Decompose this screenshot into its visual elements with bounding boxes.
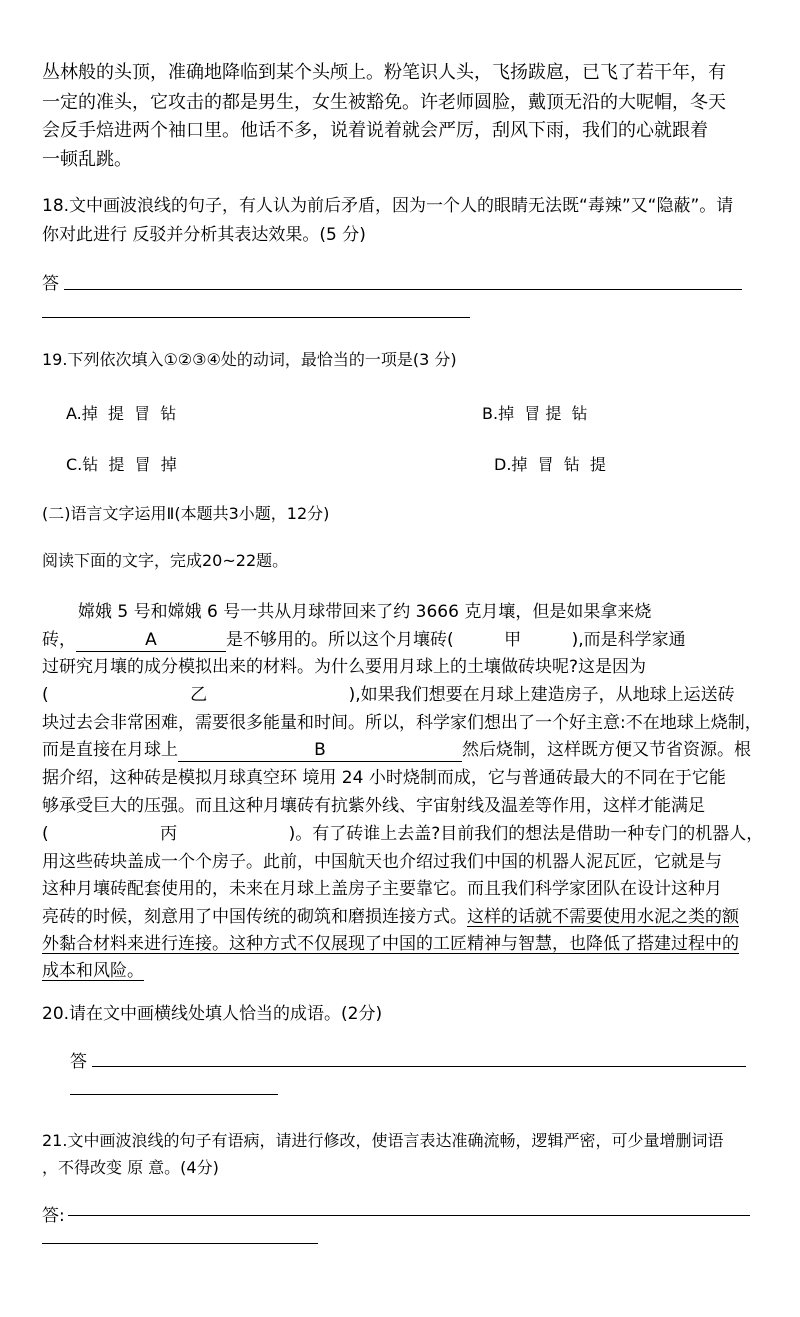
q20-answer-line[interactable] [70,1094,278,1095]
passage-text: 砖， [42,630,76,650]
passage-text: )。有了砖谁上去盖?目前我们的想法是借助一种专门的机器人， [288,824,764,844]
passage-text: ( [42,824,49,844]
q19-option-b[interactable]: B.掉 冒 提 钻 [482,404,588,423]
q21-answer-line[interactable] [68,1215,750,1216]
intro-line: 会反手焙进两个袖口里。他话不多，说着说着就会严厉，刮风下雨，我们的心就跟着 [42,120,708,141]
q18-stem: 18.文中画波浪线的句子，有人认为前后矛盾，因为一个人的眼睛无法既“毒辣”又“隐蔽”。请 [42,196,734,216]
blank-bing[interactable]: 丙 [160,824,178,844]
blank-b[interactable]: B [178,739,462,762]
passage-text: 而是直接在月球上 [42,740,178,760]
passage-line [42,735,751,762]
intro-line: 一顿乱跳。 [42,149,132,170]
q20-answer-line[interactable] [92,1066,746,1067]
passage-line [42,680,735,705]
passage-line: 块过去会非常困难，需要很多能量和时间。所以，科学家们想出了一个好主意:不在地球上烧制， [42,713,762,733]
section-instruction: 阅读下面的文字，完成20~22题。 [42,551,289,570]
passage-line: 这种月壤砖配套使用的，未来在月球上盖房子主要靠它。而且我们科学家团队在设计这种月 [42,879,722,899]
q20-stem: 20.请在文中画横线处填人恰当的成语。(2分) [42,1004,383,1024]
passage-line [42,625,686,652]
q18-answer-line[interactable] [64,289,742,290]
passage-line [42,819,763,844]
q18-stem: 你对此进行 反驳并分析其表达效果。(5 分) [42,225,366,245]
passage-text: 是不够用的。所以这个月壤砖( [226,630,454,650]
intro-line: 一定的准头，它攻击的都是男生，女生被豁免。许老师圆脸，戴顶无沿的大呢帽，冬天 [42,92,726,113]
underlined-sentence: 外黏合材料来进行连接。这种方式不仅展现了中国的工匠精神与智慧，也降低了搭建过程中的 [42,934,739,954]
passage-line: 够承受巨大的压强。而且这种月壤砖有抗紫外线、宇宙射线及温差等作用，这样才能满足 [42,796,705,816]
blank-a[interactable]: A [76,629,226,652]
blank-yi[interactable]: 乙 [190,685,208,705]
q19-option-a[interactable]: A.掉 提 冒 钻 [66,404,177,423]
passage-text: ( [42,685,49,705]
passage-text: 亮砖的时候，刻意用了中国传统的砌筑和磨损连接方式。 [42,907,467,927]
underlined-sentence: 成本和风险。 [42,961,144,981]
underlined-sentence: 这样的话就不需要使用水泥之类的额 [467,907,739,927]
passage-text: 然后烧制，这样既方便又节省资源。根 [462,740,751,760]
q21-stem: 21.文中画波浪线的句子有语病，请进行修改，使语言表达准确流畅，逻辑严密，可少量增删词语 [42,1131,724,1150]
q18-answer-label: 答 [42,274,59,294]
q19-option-c[interactable]: C.钻 提 冒 掉 [66,455,177,474]
passage-line: 嫦娥 5 号和嫦娥 6 号一共从月球带回来了约 3666 克月壤，但是如果拿来烧 [78,602,652,622]
q20-answer-label: 答 [70,1052,87,1072]
passage-line: 据介绍，这种砖是模拟月球真空环 境用 24 小时烧制而成，它与普通砖最大的不同在于它能 [42,768,726,788]
passage-line: 过研究月壤的成分模拟出来的材料。为什么要用月球上的土壤做砖块呢?这是因为 [42,657,647,677]
q18-answer-line[interactable] [42,317,470,318]
q21-stem: ，不得改变 原 意。(4分) [42,1158,219,1177]
passage-text: ),如果我们想要在月球上建造房子，从地球上运送砖 [348,685,735,705]
passage-line: 用这些砖块盖成一个个房子。此前，中国航天也介绍过我们中国的机器人泥瓦匠，它就是与 [42,852,722,872]
passage-line [42,902,739,927]
blank-jia[interactable]: 甲 [504,630,522,650]
q19-option-d[interactable]: D.掉 冒 钻 提 [494,455,606,474]
q21-answer-line[interactable] [42,1243,318,1244]
section-title: (二)语言文字运用Ⅱ(本题共3小题，12分) [42,504,330,523]
q21-answer-label: 答: [42,1206,65,1226]
q19-stem: 19.下列依次填入①②③④处的动词，最恰当的一项是(3 分) [42,350,457,369]
passage-text: ),而是科学家通 [571,630,686,650]
intro-line: 丛林般的头顶，准确地降临到某个头颅上。粉笔识人头，飞扬跋扈，已飞了若干年，有 [42,62,726,83]
